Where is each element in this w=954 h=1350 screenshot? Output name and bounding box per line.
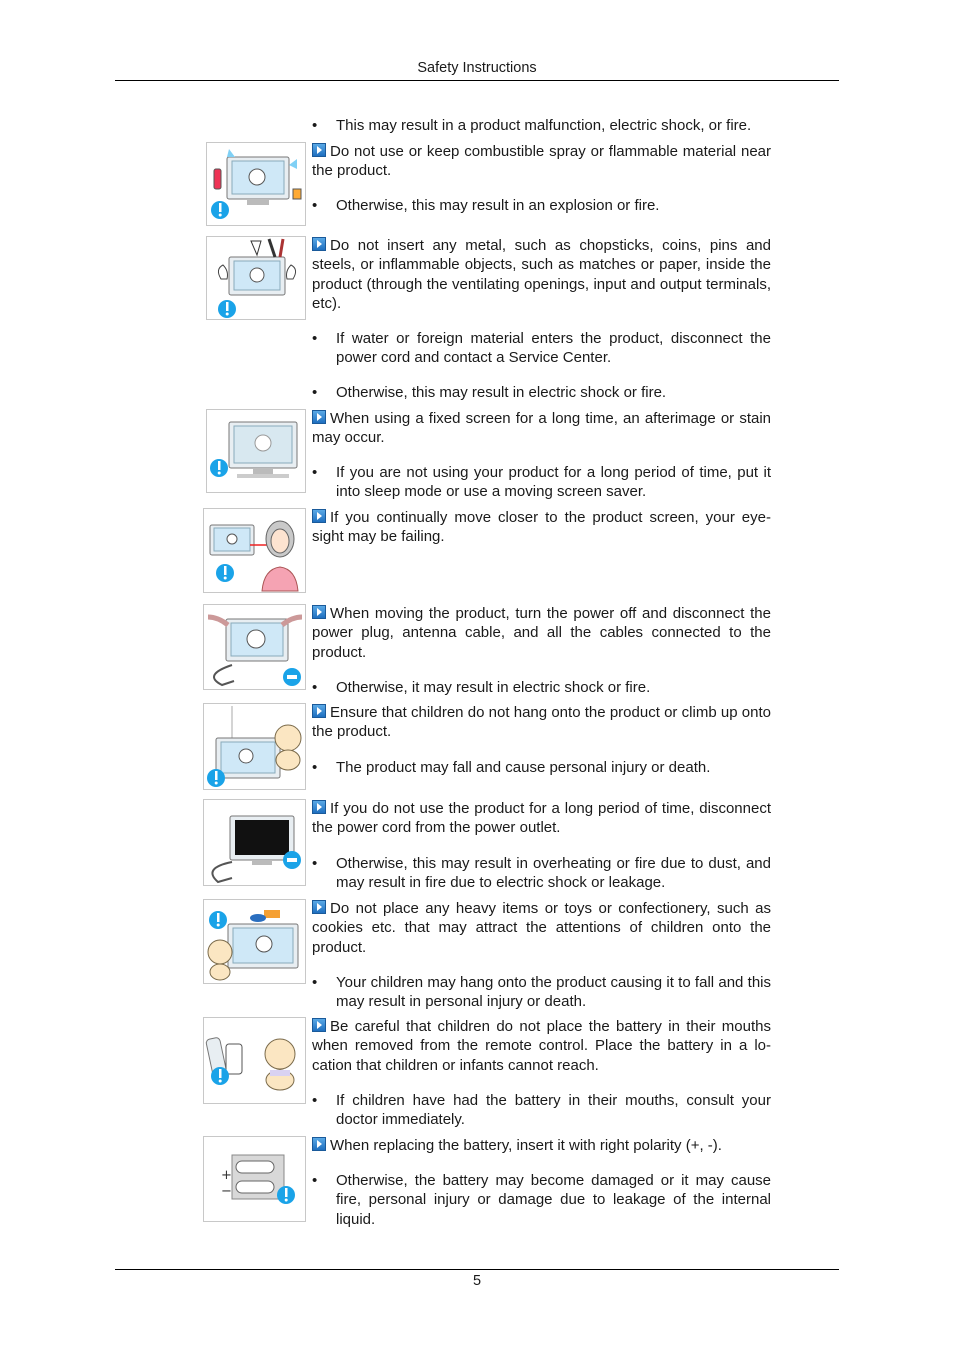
note-text: Do not insert any metal, such as chopsticks, coins, pins and steels, or inflammable objects, such as matches or paper, inside the product (through the ventilating openings, input and output terminals, etc). bbox=[312, 237, 771, 313]
note-text: When using a fixed screen for a long time, an afterimage or stain may occur. bbox=[312, 410, 771, 447]
heavy-items-toys-illustration bbox=[203, 899, 306, 984]
note-text: When moving the product, turn the power off and disconnect the power plug, antenna cable, and all the cables connected to the product. bbox=[312, 605, 771, 661]
flammable-spray-illustration bbox=[206, 142, 306, 226]
unplug-power-illustration bbox=[203, 799, 306, 886]
note-arrow-icon bbox=[312, 1137, 326, 1151]
header-title: Safety Instructions bbox=[417, 60, 537, 76]
page-number: 5 bbox=[472, 1273, 482, 1289]
note-arrow-icon bbox=[312, 1018, 326, 1032]
bullet-item: • This may result in a product malfunction, electric shock, or fire. bbox=[312, 116, 771, 135]
bullet-item: • Otherwise, this may result in an explosion or fire. bbox=[312, 196, 771, 215]
note-arrow-icon bbox=[312, 143, 326, 157]
note-item bbox=[312, 1136, 771, 1155]
moving-product-illustration bbox=[203, 604, 306, 690]
page-header bbox=[115, 58, 839, 81]
note-arrow-icon bbox=[312, 800, 326, 814]
note-item bbox=[312, 899, 771, 957]
note-arrow-icon bbox=[312, 900, 326, 914]
note-arrow-icon bbox=[312, 237, 326, 251]
note-item bbox=[312, 604, 771, 662]
note-item bbox=[312, 508, 771, 547]
children-climbing-illustration bbox=[203, 703, 306, 790]
note-text: When replacing the battery, insert it with right polarity (+, -). bbox=[330, 1137, 722, 1154]
metal-objects-illustration bbox=[206, 236, 306, 320]
bullet-item: • Otherwise, this may result in overheating or fire due to dust, and may result in fire due to electric shock or leakage. bbox=[312, 854, 771, 893]
note-item bbox=[312, 1017, 771, 1075]
note-item bbox=[312, 799, 771, 838]
battery-polarity-illustration bbox=[203, 1136, 306, 1222]
note-arrow-icon bbox=[312, 509, 326, 523]
bullet-item: • Otherwise, this may result in electric shock or fire. bbox=[312, 383, 771, 402]
battery-minus-sign: − bbox=[221, 1184, 232, 1199]
note-text: Do not use or keep combustible spray or flammable material near the product. bbox=[312, 143, 771, 180]
note-text: Do not place any heavy items or toys or confectionery, such as cookies etc. that may attract the attentions of children onto the product. bbox=[312, 900, 771, 956]
bullet-item: • If children have had the battery in their mouths, consult your doctor immediately. bbox=[312, 1091, 771, 1130]
bullet-item: • Otherwise, it may result in electric shock or fire. bbox=[312, 678, 771, 697]
note-arrow-icon bbox=[312, 704, 326, 718]
note-item bbox=[312, 142, 771, 181]
bullet-item: • Otherwise, the battery may become damaged or it may cause fire, personal injury or damage due to leakage of the internal liquid. bbox=[312, 1171, 771, 1229]
bullet-item: • If you are not using your product for a long period of time, put it into sleep mode or use a moving screen saver. bbox=[312, 463, 771, 502]
note-text: If you continually move closer to the product screen, your eye-sight may be failing. bbox=[312, 509, 771, 546]
note-item bbox=[312, 703, 771, 742]
bullet-item: • If water or foreign material enters the product, disconnect the power cord and contact a Service Center. bbox=[312, 329, 771, 368]
note-item bbox=[312, 409, 771, 448]
note-text: Be careful that children do not place the battery in their mouths when removed from the remote control. Place the battery in a lo-cation that children or infants cannot reach. bbox=[312, 1018, 771, 1074]
note-text: Ensure that children do not hang onto the product or climb up onto the product. bbox=[312, 704, 771, 741]
note-arrow-icon bbox=[312, 410, 326, 424]
note-item bbox=[312, 236, 771, 314]
battery-children-illustration bbox=[203, 1017, 306, 1104]
bullet-item: • Your children may hang onto the product causing it to fall and this may result in personal injury or death. bbox=[312, 973, 771, 1012]
note-arrow-icon bbox=[312, 605, 326, 619]
battery-plus-sign: + bbox=[221, 1168, 232, 1183]
afterimage-screen-illustration bbox=[206, 409, 306, 493]
viewing-distance-illustration bbox=[203, 508, 306, 593]
footer-rule bbox=[115, 1269, 839, 1270]
note-text: If you do not use the product for a long period of time, disconnect the power cord from the power outlet. bbox=[312, 800, 771, 837]
bullet-item: • The product may fall and cause personal injury or death. bbox=[312, 758, 771, 777]
